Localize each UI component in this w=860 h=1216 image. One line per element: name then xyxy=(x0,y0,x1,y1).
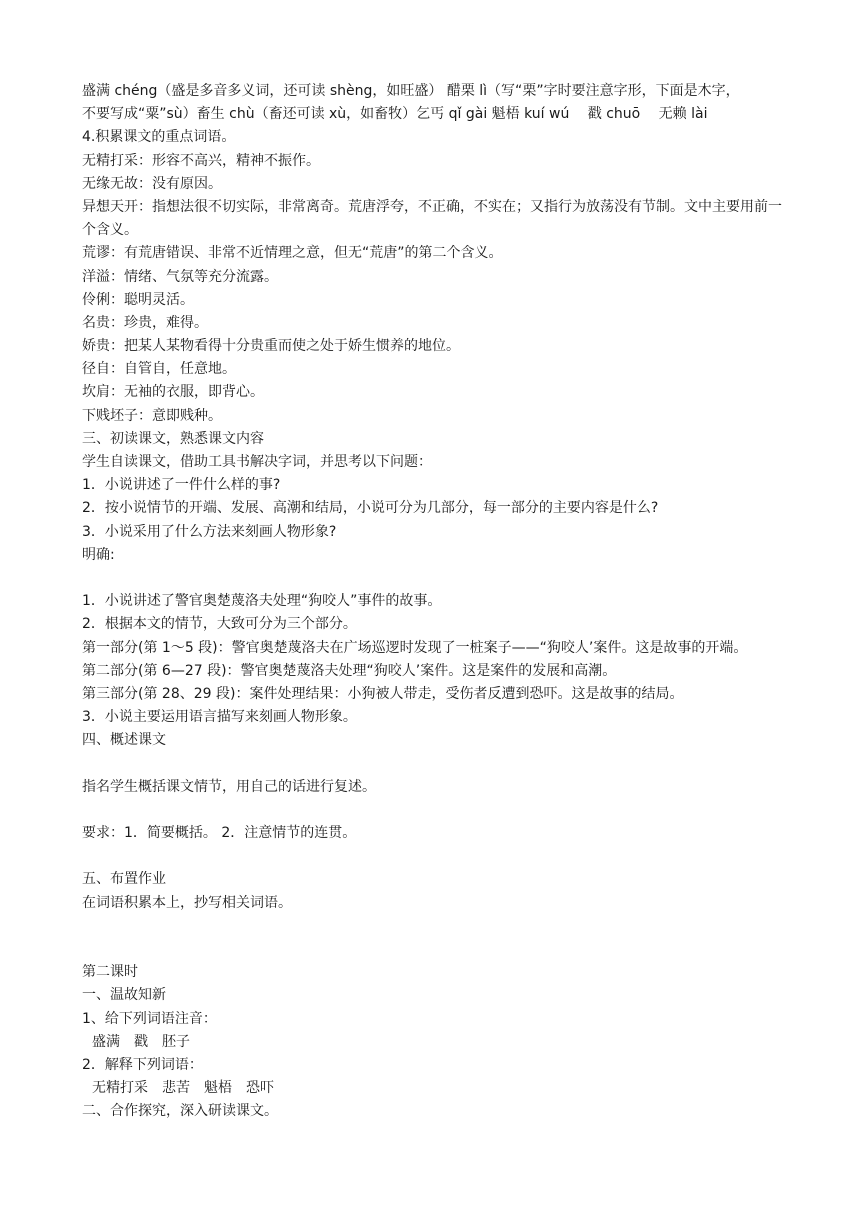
blank-line xyxy=(82,915,790,938)
section-heading: 三、初读课文，熟悉课文内容 xyxy=(82,430,264,447)
word-definition: 无缘无故：没有原因。 xyxy=(82,175,222,192)
answer-item: 第二部分(第 6—27 段)：警官奥楚蔑洛夫处理“狗咬人’案件。这是案件的发展和高潮。 xyxy=(82,662,617,679)
word-definition: 洋溢：情绪、气氛等充分流露。 xyxy=(82,268,278,285)
answer-item: 第一部分(第 1～5 段)：警官奥楚蔑洛夫在广场巡逻时发现了一桩案子——“狗咬人’案件。这是故事的开端。 xyxy=(82,639,748,656)
review-task: 2．解释下列词语： xyxy=(82,1056,203,1073)
question-item: 2．按小说情节的开端、发展、高潮和结局，小说可分为几部分，每一部分的主要内容是什么? xyxy=(82,500,659,517)
word-definition: 异想天开：指想法很不切实际，非常离奇。荒唐浮夸，不正确，不实在；又指行为放荡没有节制。文中主要用前一个含义。 xyxy=(82,198,782,239)
blank-line xyxy=(82,567,790,590)
lesson-title: 第二课时 xyxy=(82,964,138,981)
word-definition: 荒谬：有荒唐错误、非常不近情理之意，但无“荒唐”的第二个含义。 xyxy=(82,245,503,262)
word-definition: 伶俐：聪明灵活。 xyxy=(82,291,194,308)
answer-item: 2．根据本文的情节，大致可分为三个部分。 xyxy=(82,616,357,633)
section-heading: 二、合作探究，深入研读课文。 xyxy=(82,1103,278,1120)
blank-line xyxy=(82,752,790,775)
review-words: 无精打采 悲苦 魁梧 恐吓 xyxy=(92,1080,274,1097)
section-instruction: 指名学生概括课文情节，用自己的话进行复述。 xyxy=(82,778,376,795)
blank-line xyxy=(82,938,790,961)
word-definition: 名贵：珍贵，难得。 xyxy=(82,314,208,331)
section-heading: 一、温故知新 xyxy=(82,987,166,1004)
answer-label: 明确: xyxy=(82,546,115,563)
question-item: 1．小说讲述了一件什么样的事? xyxy=(82,477,281,494)
word-definition: 下贱坯子：意即贱种。 xyxy=(82,407,222,424)
word-section-heading: 4.积累课文的重点词语。 xyxy=(82,129,236,146)
section-heading: 五、布置作业 xyxy=(82,871,166,888)
word-definition: 径自：自管自，任意地。 xyxy=(82,361,236,378)
vocab-note-line: 不要写成“粟”sù）畜生 chù（畜还可读 xù，如畜牧）乞丐 qǐ gài 魁梧 kuí wú 戳 chuō 无赖 lài xyxy=(82,106,708,123)
answer-item: 3．小说主要运用语言描写来刻画人物形象。 xyxy=(82,709,357,726)
review-words: 盛满 戳 胚子 xyxy=(92,1033,190,1050)
answer-item: 1．小说讲述了警官奥楚蔑洛夫处理“狗咬人”事件的故事。 xyxy=(82,593,442,610)
section-intro: 学生自读课文，借助工具书解决字词，并思考以下问题： xyxy=(82,454,432,471)
blank-line xyxy=(82,799,790,822)
section-requirement: 要求：1．简要概括。 2．注意情节的连贯。 xyxy=(82,825,357,842)
word-definition: 无精打采：形容不高兴，精神不振作。 xyxy=(82,152,320,169)
review-task: 1、给下列词语注音： xyxy=(82,1010,217,1027)
vocab-note-line: 盛满 chéng（盛是多音多义词，还可读 shèng，如旺盛） 醋栗 lì（写“栗”字时要注意字形，下面是木字， xyxy=(82,83,740,99)
answer-item: 第三部分(第 28、29 段)：案件处理结果：小狗被人带走，受伤者反遭到恐吓。这是故事的结局。 xyxy=(82,685,684,702)
blank-line xyxy=(82,845,790,868)
word-definition: 娇贵：把某人某物看得十分贵重而使之处于娇生惯养的地位。 xyxy=(82,338,460,355)
homework-task: 在词语积累本上，抄写相关词语。 xyxy=(82,894,292,911)
section-heading: 四、概述课文 xyxy=(82,732,166,749)
question-item: 3．小说采用了什么方法来刻画人物形象? xyxy=(82,523,337,540)
word-definition: 坎肩：无袖的衣服，即背心。 xyxy=(82,384,264,401)
